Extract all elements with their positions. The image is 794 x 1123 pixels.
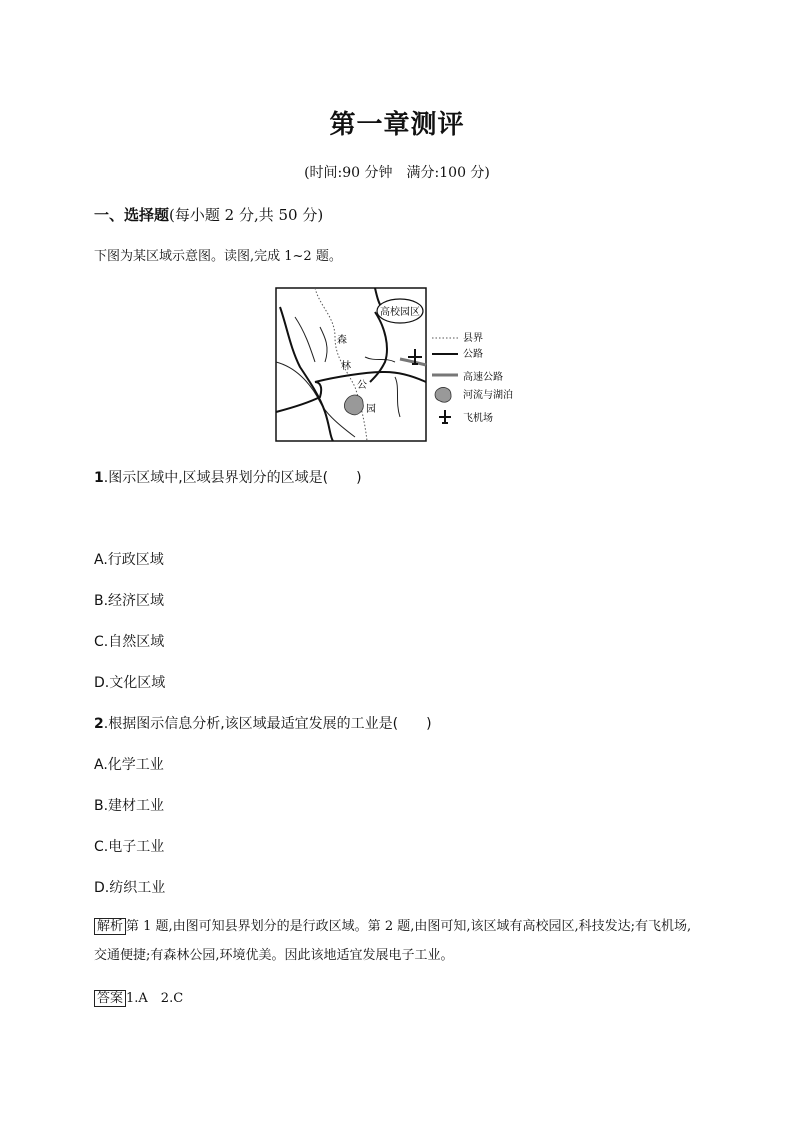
map-legend [432, 332, 513, 424]
question-2 [94, 713, 432, 733]
region-map [275, 287, 565, 447]
legend-river-symbol [435, 388, 451, 403]
q1-option-a[interactable]: A.行政区域 [94, 552, 164, 568]
question-2-text: .根据图示信息分析,该区域最适宜发展的工业是( ) [103, 716, 432, 732]
section-label: 一、选择题 [94, 206, 170, 224]
question-1-text: .图示区域中,区域县界划分的区域是( ) [103, 470, 362, 486]
page-title: 第一章测评 [329, 110, 465, 140]
answer-label: 答案 [94, 990, 126, 1007]
legend-airport-icon [439, 410, 451, 424]
q2-option-d[interactable]: D.纺织工业 [94, 880, 166, 896]
section-note: (每小题 2 分,共 50 分) [169, 206, 324, 224]
section-heading [94, 204, 323, 225]
q2-option-b[interactable]: B.建材工业 [94, 798, 165, 814]
legend-road-label: 公路 [463, 349, 483, 360]
park-label-1: 森 [337, 335, 347, 346]
question-1 [94, 467, 362, 487]
answer-block [94, 987, 183, 1006]
analysis-label: 解析 [94, 918, 126, 935]
q2-option-a[interactable]: A.化学工业 [94, 757, 164, 773]
legend-river-label: 河流与湖泊 [463, 390, 513, 401]
legend-airport-label: 飞机场 [463, 413, 493, 424]
q1-option-b[interactable]: B.经济区域 [94, 593, 165, 609]
legend-county-label: 县界 [463, 333, 483, 344]
answer-text: 1.A 2.C [126, 991, 184, 1006]
question-intro: 下图为某区域示意图。读图,完成 1~2 题。 [94, 249, 342, 264]
lake [344, 395, 363, 415]
q1-option-d[interactable]: D.文化区域 [94, 675, 166, 691]
question-1-number: 1 [94, 470, 104, 486]
analysis-block [94, 912, 704, 970]
q2-option-c[interactable]: C.电子工业 [94, 839, 165, 855]
park-label-2: 林 [341, 361, 351, 372]
park-label-4: 园 [366, 404, 376, 415]
analysis-text: 第 1 题,由图可知县界划分的是行政区域。第 2 题,由图可知,该区域有高校园区,科技发达;有飞机场,交通便捷;有森林公园,环境优美。因此该地适宜发展电子工业。 [94, 919, 692, 963]
park-label-3: 公 [357, 380, 367, 391]
exam-info: (时间:90 分钟 满分:100 分) [304, 165, 490, 181]
question-2-number: 2 [94, 716, 104, 732]
campus-label: 高校园区 [380, 307, 420, 318]
legend-highway-label: 高速公路 [463, 372, 503, 383]
q1-option-c[interactable]: C.自然区域 [94, 634, 165, 650]
